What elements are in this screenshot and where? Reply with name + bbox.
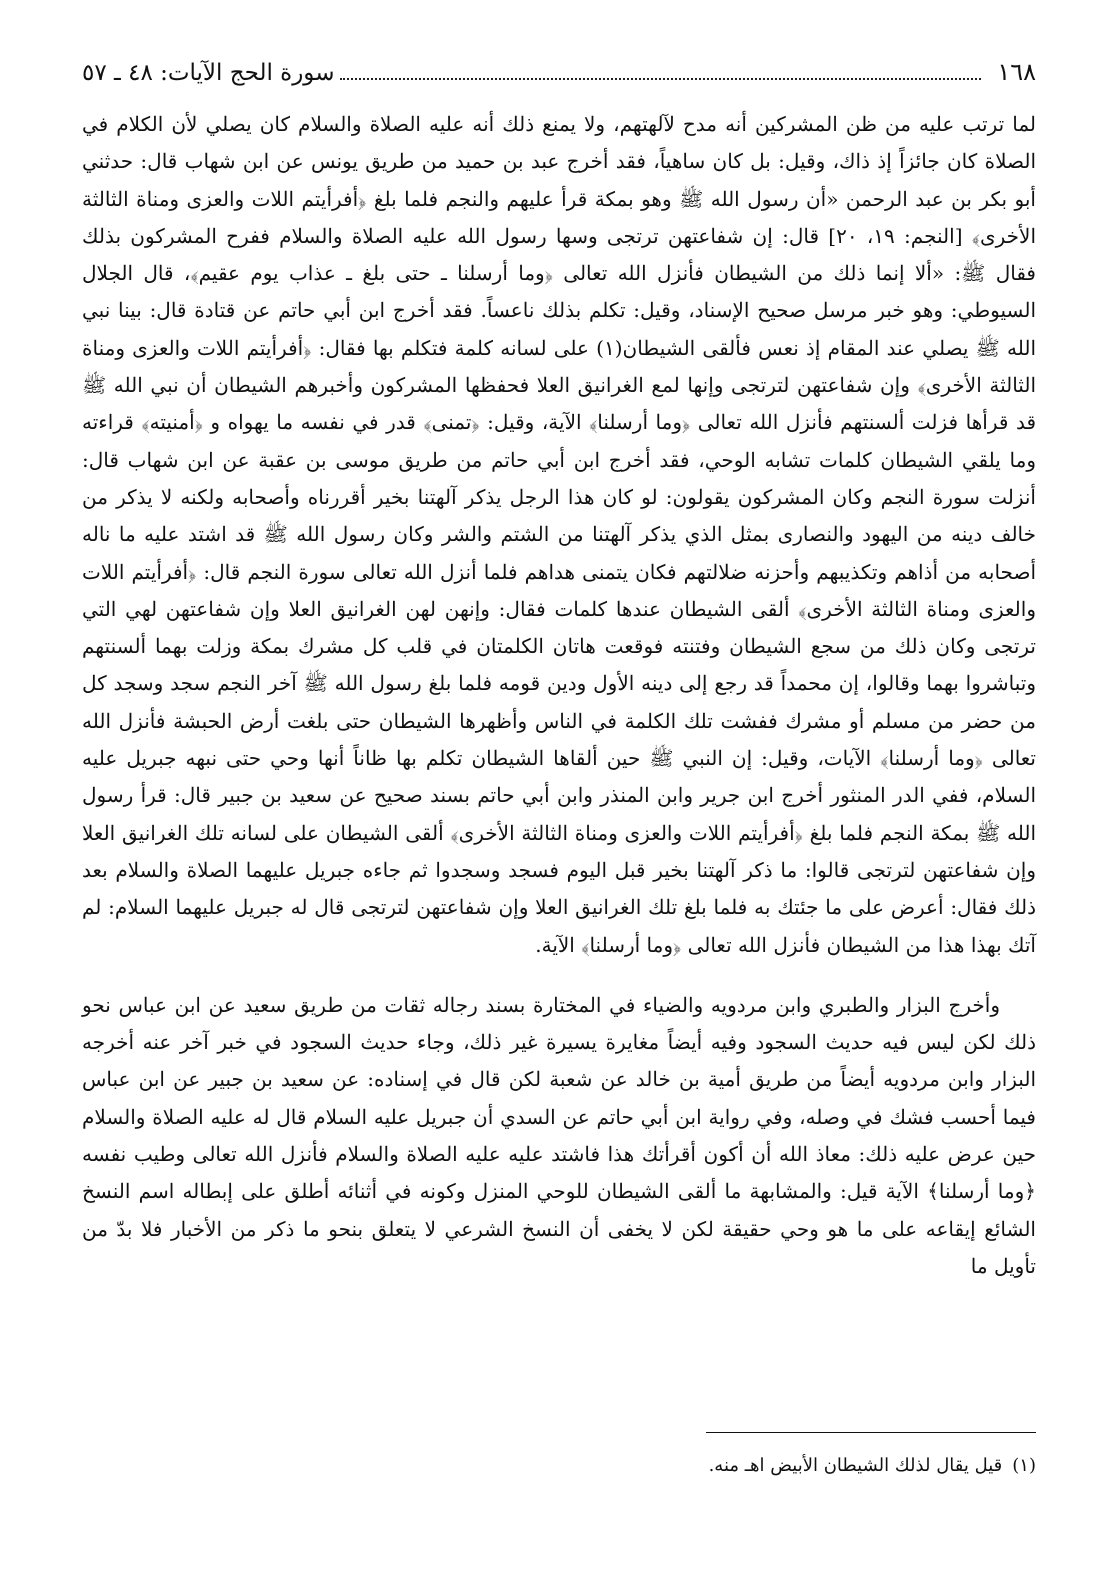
page-number: ١٦٨ bbox=[997, 58, 1036, 86]
body-text bbox=[82, 106, 1036, 1285]
running-header bbox=[82, 58, 1036, 94]
footnote-1 bbox=[82, 1455, 1036, 1476]
paragraph-2: وأخرج البزار والطبري وابن مردويه والضياء في المختارة بسند رجاله ثقات من طريق سعيد عن ابن عباس نحو ذلك لكن ليس فيه حديث السجود وفيه أيضاً مغايرة يسيرة غير ذلك، وجاء حديث السجود في خبر آخر عنه أخرجه البزار وابن مردويه أيضاً من طريق أمية بن خالد عن شعبة لكن قال في إسناده: عن سعيد بن جبير عن ابن عباس فيما أحسب فشك في وصله، وفي رواية ابن أبي حاتم عن السدي أن جبريل عليه السلام قال له عليه الصلاة والسلام حين عرض عليه ذلك: معاذ الله أن أكون أقرأتك هذا فاشتد عليه عليه الصلاة والسلام فأنزل الله تعالى وطيب نفسه ﴿وما أرسلنا﴾ الآية قيل: والمشابهة ما ألقى الشيطان للوحي المنزل وكونه في أثنائه أطلق على إبطاله اسم النسخ الشائع إيقاعه على ما هو وحي حقيقة لكن لا يخفى أن النسخ الشرعي لا يتعلق بنحو ما ذكر من الأخبار فلا بدّ من تأويل ما bbox=[82, 992, 1037, 1278]
header-title: سورة الحج الآيات: ٤٨ ـ ٥٧ bbox=[82, 60, 335, 86]
paragraph-1: لما ترتب عليه من ظن المشركين أنه مدح لآلهتهم، ولا يمنع ذلك أنه عليه الصلاة والسلام كان يصلي لأن الكلام في الصلاة كان جائزاً إذ ذاك، وقيل: بل كان ساهياً، فقد أخرج عبد بن حميد من طريق يونس عن ابن شهاب قال: حدثني أبو بكر بن عبد الرحمن «أن رسول الله ﷺ وهو بمكة قرأ عليهم والنجم فلما بلغ ﴿أفرأيتم اللات والعزى ومناة الثالثة الأخرى﴾ [النجم: ١٩، ٢٠] قال: إن شفاعتهن ترتجى وسها رسول الله عليه الصلاة والسلام ففرح المشركون بذلك فقال ﷺ: «ألا إنما ذلك من الشيطان فأنزل الله تعالى ﴿وما أرسلنا ـ حتى بلغ ـ عذاب يوم عقيم﴾، قال الجلال السيوطي: وهو خبر مرسل صحيح الإسناد، وقيل: تكلم بذلك ناعساً. فقد أخرج ابن أبي حاتم عن قتادة قال: بينا نبي الله ﷺ يصلي عند المقام إذ نعس فألقى الشيطان(١) على لسانه كلمة فتكلم بها فقال: ﴿أفرأيتم اللات والعزى ومناة الثالثة الأخرى﴾ وإن شفاعتهن لترتجى وإنها لمع الغرانيق العلا فحفظها المشركون وأخبرهم الشيطان أن نبي الله ﷺ قد قرأها فزلت ألسنتهم فأنزل الله تعالى ﴿وما أرسلنا﴾ الآية، وقيل: ﴿تمنى﴾ قدر في نفسه ما يهواه و ﴿أمنيته﴾ قراءته وما يلقي الشيطان كلمات تشابه الوحي، فقد أخرج ابن أبي حاتم من طريق موسى بن عقبة عن ابن شهاب قال: أنزلت سورة النجم وكان المشركون يقولون: لو كان هذا الرجل يذكر آلهتنا بخير أقررناه وأصحابه ولكنه لا يذكر من خالف دينه من اليهود والنصارى بمثل الذي يذكر آلهتنا من الشتم والشر وكان رسول الله ﷺ قد اشتد عليه ما ناله أصحابه من أذاهم وتكذيبهم وأحزنه ضلالتهم فكان يتمنى هداهم فلما أنزل الله تعالى سورة النجم قال: ﴿أفرأيتم اللات والعزى ومناة الثالثة الأخرى﴾ ألقى الشيطان عندها كلمات فقال: وإنهن لهن الغرانيق العلا وإن شفاعتهن لهي التي ترتجى وكان ذلك من سجع الشيطان وفتنته فوقعت هاتان الكلمتان في قلب كل مشرك بمكة وزلت بهما ألسنتهم وتباشروا بهما وقالوا، إن محمداً قد رجع إلى دينه الأول ودين قومه فلما بلغ رسول الله ﷺ آخر النجم سجد وسجد كل من حضر من مسلم أو مشرك ففشت تلك الكلمة في الناس وأظهرها الشيطان حتى بلغت أرض الحبشة فأنزل الله تعالى ﴿وما أرسلنا﴾ الآيات، وقيل: إن النبي ﷺ حين ألقاها الشيطان تكلم بها ظاناً أنها وحي حتى نبهه جبريل عليه السلام، ففي الدر المنثور أخرج ابن جرير وابن المنذر وابن أبي حاتم بسند صحيح عن سعيد بن جبير قال: قرأ رسول الله ﷺ بمكة النجم فلما بلغ ﴿أفرأيتم اللات والعزى ومناة الثالثة الأخرى﴾ ألقى الشيطان على لسانه تلك الغرانيق العلا وإن شفاعتهن لترتجى قالوا: ما ذكر آلهتنا بخير قبل اليوم فسجد وسجدوا ثم جاءه جبريل عليهما الصلاة والسلام بعد ذلك فقال: أعرض على ما جئتك به فلما بلغ تلك الغرانيق العلا وإن شفاعتهن لترتجى قال له جبريل عليهما السلام: لم آتك بهذا هذا من الشيطان فأنزل الله تعالى ﴿وما أرسلنا﴾ الآية. bbox=[82, 112, 1037, 957]
footnote-marker: (١) bbox=[1012, 1455, 1036, 1476]
header-leader-dots bbox=[340, 78, 981, 80]
footnote-rule bbox=[706, 1432, 1036, 1433]
footnote-text: قيل يقال لذلك الشيطان الأبيض اهـ منه. bbox=[708, 1455, 1003, 1476]
footnotes bbox=[82, 1432, 1036, 1476]
